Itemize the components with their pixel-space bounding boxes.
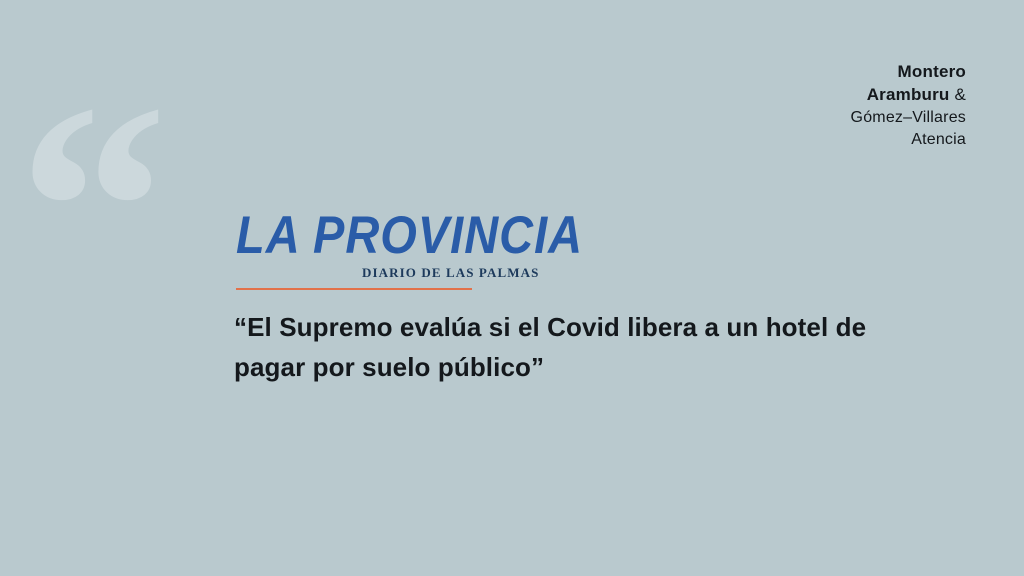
firm-logo-line-2 [851, 83, 966, 106]
divider-rule [236, 288, 472, 290]
publication-title: LA PROVINCIA [236, 204, 584, 264]
firm-logo-line-4: Atencia [911, 130, 966, 148]
firm-logo-line-3: Gómez–Villares [850, 108, 966, 126]
firm-logo-line-1: Montero [897, 62, 966, 81]
firm-logo-ampersand: & [949, 85, 966, 105]
headline-text: “El Supremo evalúa si el Covid libera a un hotel de pagar por suelo público” [234, 312, 867, 382]
publication-masthead [236, 204, 896, 281]
decorative-quote-icon: “ [18, 42, 160, 374]
publication-subtitle: DIARIO DE LAS PALMAS [362, 265, 540, 280]
firm-logo [851, 60, 966, 151]
firm-logo-line-2-name: Aramburu [866, 85, 950, 105]
